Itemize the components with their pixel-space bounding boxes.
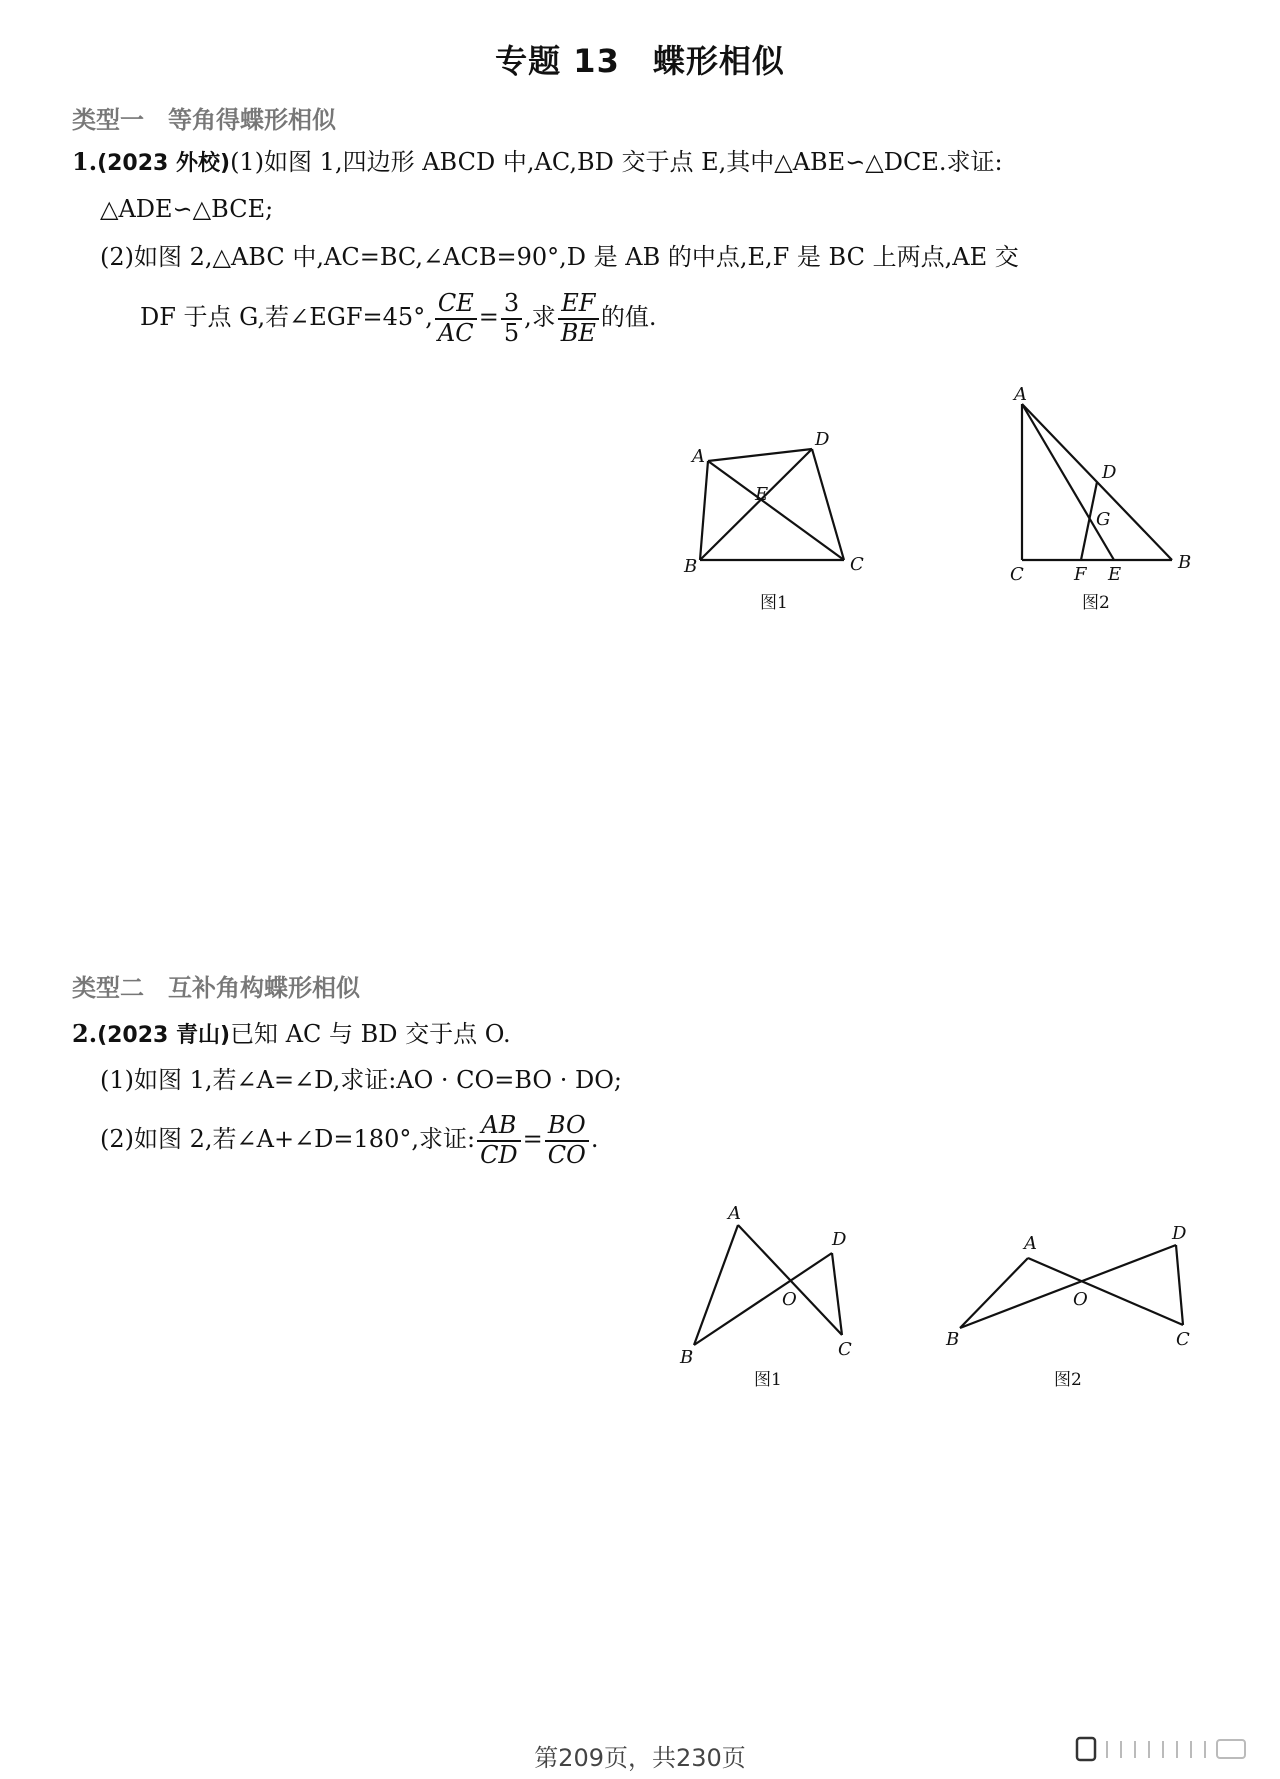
q2-figure-2 (940, 1225, 1200, 1395)
q1-number: 1. (72, 147, 98, 176)
fraction-denominator: 5 (503, 318, 520, 347)
q2-part2-text: (2)如图 2,若∠A+∠D=180°,求证: (100, 1125, 476, 1154)
q1-part2-text-end: 的值. (600, 303, 657, 332)
point-label-a: A (1014, 384, 1027, 405)
fraction-ce-ac (435, 290, 477, 347)
point-label-o: O (782, 1289, 797, 1310)
point-label-c: C (1010, 564, 1024, 585)
q1-fig1-lines (700, 449, 844, 560)
fraction-3-5 (501, 290, 522, 347)
segment-ae (1022, 404, 1114, 560)
segment-dc (832, 1253, 842, 1335)
q2-part1: (1)如图 1,若∠A=∠D,求证:AO · CO=BO · DO; (100, 1066, 622, 1094)
fraction-numerator: AB (477, 1112, 521, 1142)
segment-bd (960, 1245, 1176, 1328)
segment-ad (708, 449, 812, 461)
q1-source: (2023 外校) (97, 151, 231, 176)
point-label-c: C (838, 1339, 852, 1360)
fraction-ab-cd (477, 1112, 521, 1169)
point-label-e: E (1108, 564, 1122, 585)
q1-line-2: △ADE∽△BCE; (100, 195, 274, 223)
thumbnail-strip-icon[interactable] (1217, 1740, 1245, 1758)
point-label-d: D (832, 1229, 847, 1250)
q2-fig2-lines (960, 1245, 1183, 1328)
fraction-denominator: AC (437, 318, 474, 347)
fraction-denominator: BE (560, 318, 596, 347)
q2-figure-1 (670, 1195, 870, 1395)
segment-ba (700, 461, 708, 560)
point-label-e: E (755, 484, 769, 505)
q1-part2-text-mid: ,求 (524, 303, 556, 332)
point-label-g: G (1096, 509, 1111, 530)
segment-dc (1176, 1245, 1183, 1325)
q2-number: 2. (72, 1019, 98, 1048)
point-label-f: F (1074, 564, 1087, 585)
fraction-numerator: EF (558, 290, 599, 320)
q2-part2-end: . (590, 1125, 599, 1154)
segment-df (1081, 482, 1097, 560)
point-label-b: B (946, 1329, 960, 1350)
point-label-a: A (692, 446, 705, 467)
equals-sign: = (522, 1125, 543, 1154)
q1-part2-text: DF 于点 G,若∠EGF=45°, (140, 303, 433, 332)
q1-line-1 (72, 148, 1003, 177)
q1-fig2-lines (1022, 404, 1172, 560)
fraction-bo-co (545, 1112, 589, 1169)
q2-stem: 已知 AC 与 BD 交于点 O. (230, 1020, 511, 1048)
segment-ab (960, 1258, 1028, 1328)
segment-ab (694, 1225, 738, 1345)
q2-source: (2023 青山) (97, 1023, 231, 1048)
q2-fig1-caption: 图1 (754, 1370, 782, 1390)
point-label-d: D (815, 429, 830, 450)
point-label-a: A (1024, 1233, 1037, 1254)
point-label-a: A (728, 1203, 741, 1224)
point-label-c: C (850, 554, 864, 575)
point-label-b: B (684, 556, 698, 577)
point-label-b: B (680, 1347, 694, 1368)
q2-part2 (100, 1112, 598, 1169)
page-title: 专题 13 蝶形相似 (495, 42, 785, 80)
q2-fig2-caption: 图2 (1054, 1370, 1082, 1390)
fraction-numerator: BO (545, 1112, 589, 1142)
section-heading-type-2: 类型二 互补角构蝶形相似 (72, 974, 360, 1002)
q2-fig1-lines (694, 1225, 842, 1345)
point-label-b: B (1178, 552, 1192, 573)
q1-part2-line-2 (140, 290, 657, 347)
q1-part2-line-1: (2)如图 2,△ABC 中,AC=BC,∠ACB=90°,D 是 AB 的中点,E,F 是 BC 上两点,AE 交 (100, 243, 1019, 271)
q1-fig1-caption: 图1 (760, 593, 788, 613)
segment-ac (708, 461, 844, 560)
q1-figure-1 (670, 420, 880, 620)
q1-part1-text: (1)如图 1,四边形 ABCD 中,AC,BD 交于点 E,其中△ABE∽△DCE.求证: (230, 148, 1003, 176)
viewer-toolbar[interactable] (1075, 1734, 1250, 1764)
page-footer: 第209页，共230页 (534, 1744, 746, 1772)
q1-fig2-caption: 图2 (1082, 593, 1110, 613)
page-view-icon[interactable] (1077, 1738, 1095, 1760)
q1-figure-2 (1000, 380, 1220, 620)
point-label-d: D (1102, 462, 1117, 483)
fraction-ef-be (558, 290, 599, 347)
segment-ac (1028, 1258, 1183, 1325)
fraction-numerator: 3 (501, 290, 522, 320)
point-label-c: C (1176, 1329, 1190, 1350)
segment-bd (694, 1253, 832, 1345)
equals-sign: = (478, 303, 499, 332)
fraction-numerator: CE (435, 290, 477, 320)
segment-dc (812, 449, 844, 560)
section-heading-type-1: 类型一 等角得蝶形相似 (72, 106, 336, 134)
point-label-o: O (1073, 1289, 1088, 1310)
q2-line-1 (72, 1020, 511, 1049)
fraction-denominator: CD (480, 1140, 518, 1169)
point-label-d: D (1172, 1225, 1187, 1244)
fraction-denominator: CO (547, 1140, 586, 1169)
